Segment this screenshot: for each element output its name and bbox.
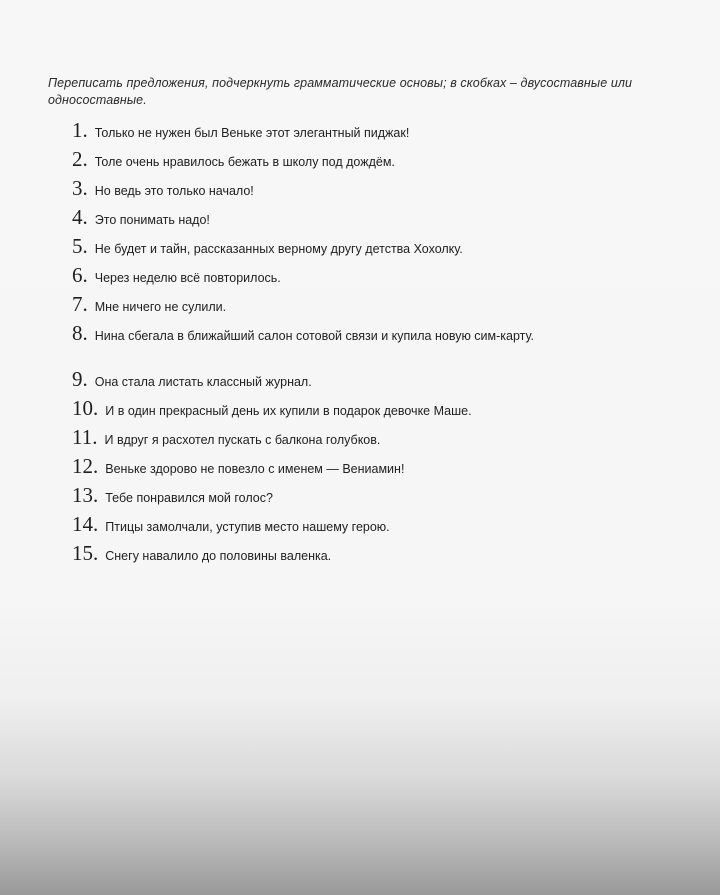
item-number: 14. [72,512,99,536]
item-text: Через неделю всё повторилось. [94,271,281,285]
item-text: Мне ничего не сулили. [94,300,227,314]
item-number: 2. [72,147,88,171]
item-number: 5. [72,234,88,258]
item-text: Не будет и тайн, рассказанных верному другу детства Хохолку. [94,242,463,256]
item-number: 15. [72,541,99,565]
list-item [72,367,697,396]
list-item [72,512,697,541]
item-number: 7. [72,292,88,316]
item-text: Тебе понравился мой голос? [105,491,273,505]
item-number: 12. [72,454,99,478]
list-item [72,147,697,176]
sentence-list [72,118,697,570]
list-item [72,176,697,205]
list-item [72,483,697,512]
item-number: 8. [72,321,88,345]
item-text: Это понимать надо! [94,213,210,227]
item-text: Только не нужен был Веньке этот элегантный пиджак! [94,126,410,140]
list-item [72,292,697,321]
list-item [72,205,697,234]
item-text: Но ведь это только начало! [94,184,254,198]
item-text: И в один прекрасный день их купили в подарок девочке Маше. [105,404,472,418]
item-text: Птицы замолчали, уступив место нашему герою. [105,520,390,534]
item-text: Толе очень нравилось бежать в школу под дождём. [94,155,395,169]
item-number: 3. [72,176,88,200]
list-item [72,541,697,570]
item-number: 1. [72,118,88,142]
item-text: Она стала листать классный журнал. [94,375,312,389]
list-item [72,234,697,263]
item-number: 9. [72,367,88,391]
list-item [72,118,697,147]
instruction-text: Переписать предложения, подчеркнуть грамматические основы; в скобках – двусоставные или односоставные. [48,76,633,107]
list-item [72,396,697,425]
item-number: 11. [72,425,98,449]
item-number: 6. [72,263,88,287]
item-number: 10. [72,396,99,420]
list-item [72,321,697,367]
item-number: 4. [72,205,88,229]
list-item [72,454,697,483]
list-item [72,263,697,292]
item-text: Снегу навалило до половины валенка. [105,549,332,563]
item-text: Нина сбегала в ближайший салон сотовой связи и купила новую сим-карту. [94,329,534,343]
item-text: Веньке здорово не повезло с именем — Вениамин! [105,462,405,476]
item-number: 13. [72,483,99,507]
list-item [72,425,697,454]
item-text: И вдруг я расхотел пускать с балкона голубков. [104,433,381,447]
